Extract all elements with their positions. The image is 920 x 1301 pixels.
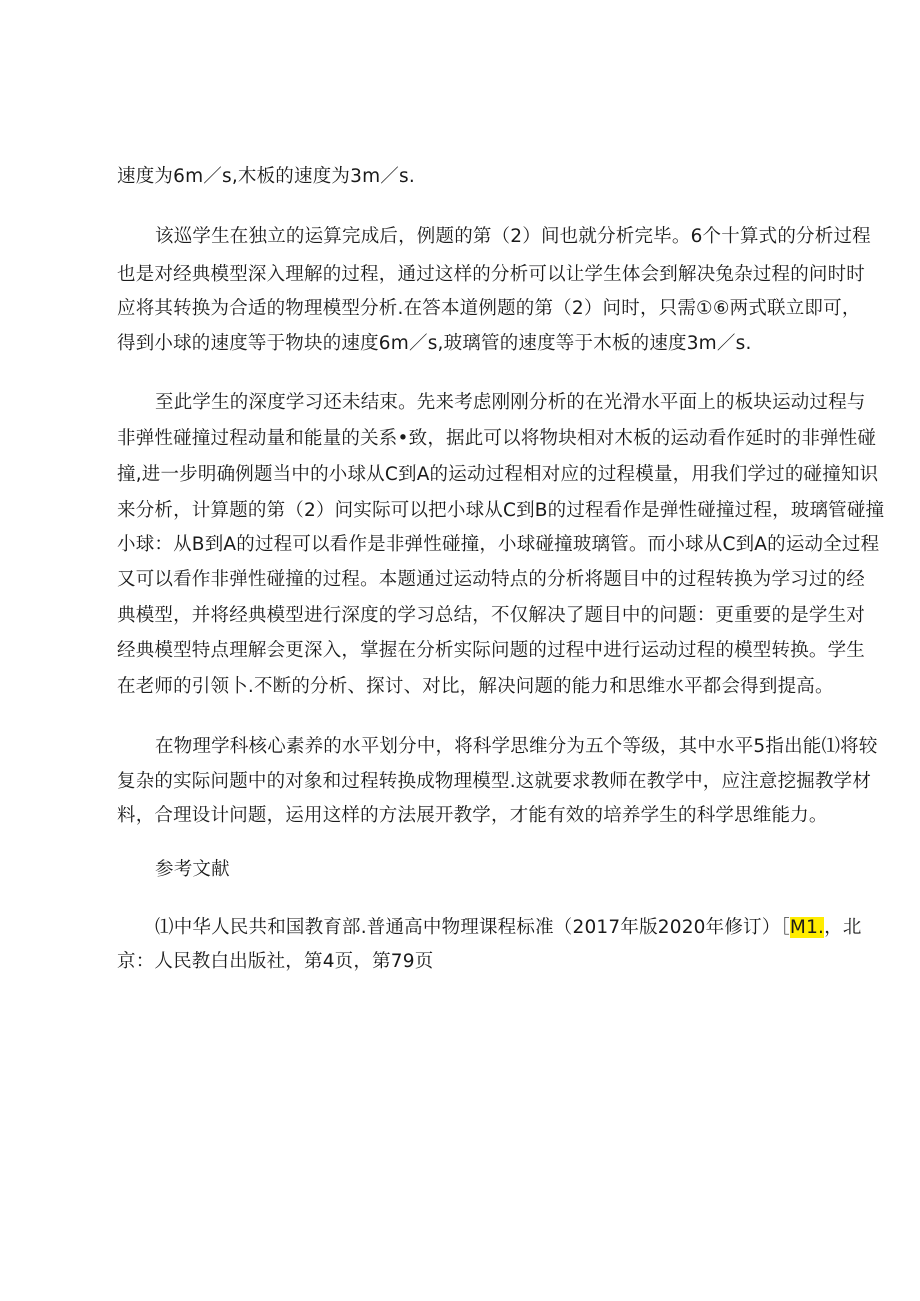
text-line: 料，合理设计问题，运用这样的方法展开教学，才能有效的培养学生的科学思维能力。 [117, 805, 828, 826]
text-line: 来分析，计算题的第（2）问实际可以把小球从C到B的过程看作是弹性碰撞过程，玻璃管碰撞 [117, 500, 885, 521]
text-line: 复杂的实际问题中的对象和过程转换成物理模型.这就要求教师在教学中，应注意挖掘教学材 [117, 771, 872, 792]
text-line: 得到小球的速度等于物块的速度6m／s,玻璃管的速度等于木板的速度3m／s. [117, 333, 752, 354]
text-line: 非弹性碰撞过程动量和能量的关系•致，据此可以将物块相对木板的运动看作延时的非弹性碰 [117, 428, 877, 449]
text-line: 至此学生的深度学习还未结束。先来考虑刚刚分析的在光滑水平面上的板块运动过程与 [155, 392, 866, 413]
text-line: 速度为6m／s,木板的速度为3m／s. [117, 166, 415, 187]
reference-text: ⑴中华人民共和国教育部.普通高中物理课程标准（2017年版2020年修订）［ [155, 917, 790, 938]
text-line: 小球：从B到A的过程可以看作是非弹性碰撞，小球碰撞玻璃管。而小球从C到A的运动全过程 [117, 534, 880, 555]
reference-text: ，北 [824, 917, 862, 938]
reference-item [155, 916, 862, 940]
text-line: 经典模型特点理解会更深入，掌握在分析实际问题的过程中进行运动过程的模型转换。学生 [117, 640, 866, 661]
reference-item-continuation: 京：人民教白出版社，第4页，第79页 [117, 951, 434, 972]
text-line: 撞,进一步明确例题当中的小球从C到A的运动过程相对应的过程模量，用我们学过的碰撞知识 [117, 464, 879, 485]
text-line: 在老师的引领卜.不断的分析、探讨、对比，解决问题的能力和思维水平都会得到提高。 [117, 676, 834, 697]
highlighted-text: M1. [789, 917, 825, 938]
text-line: 又可以看作非弹性碰撞的过程。本题通过运动特点的分析将题目中的过程转换为学习过的经 [117, 569, 866, 590]
text-line: 该巡学生在独立的运算完成后，例题的第（2）间也就分析完毕。6个十算式的分析过程 [155, 226, 871, 247]
text-line: 应将其转换为合适的物理模型分析.在答本道例题的第（2）问时，只需①⑥两式联立即可， [117, 298, 861, 319]
text-line: 在物理学科核心素养的水平划分中，将科学思维分为五个等级，其中水平5指出能⑴将较 [155, 736, 878, 757]
references-heading: 参考文献 [155, 859, 230, 880]
text-line: 典模型，并将经典模型进行深度的学习总结，不仅解决了题目中的问题：更重要的是学生对 [117, 605, 866, 626]
text-line: 也是对经典模型深入理解的过程，通过这样的分析可以让学生体会到解决兔杂过程的问时时 [117, 264, 866, 285]
